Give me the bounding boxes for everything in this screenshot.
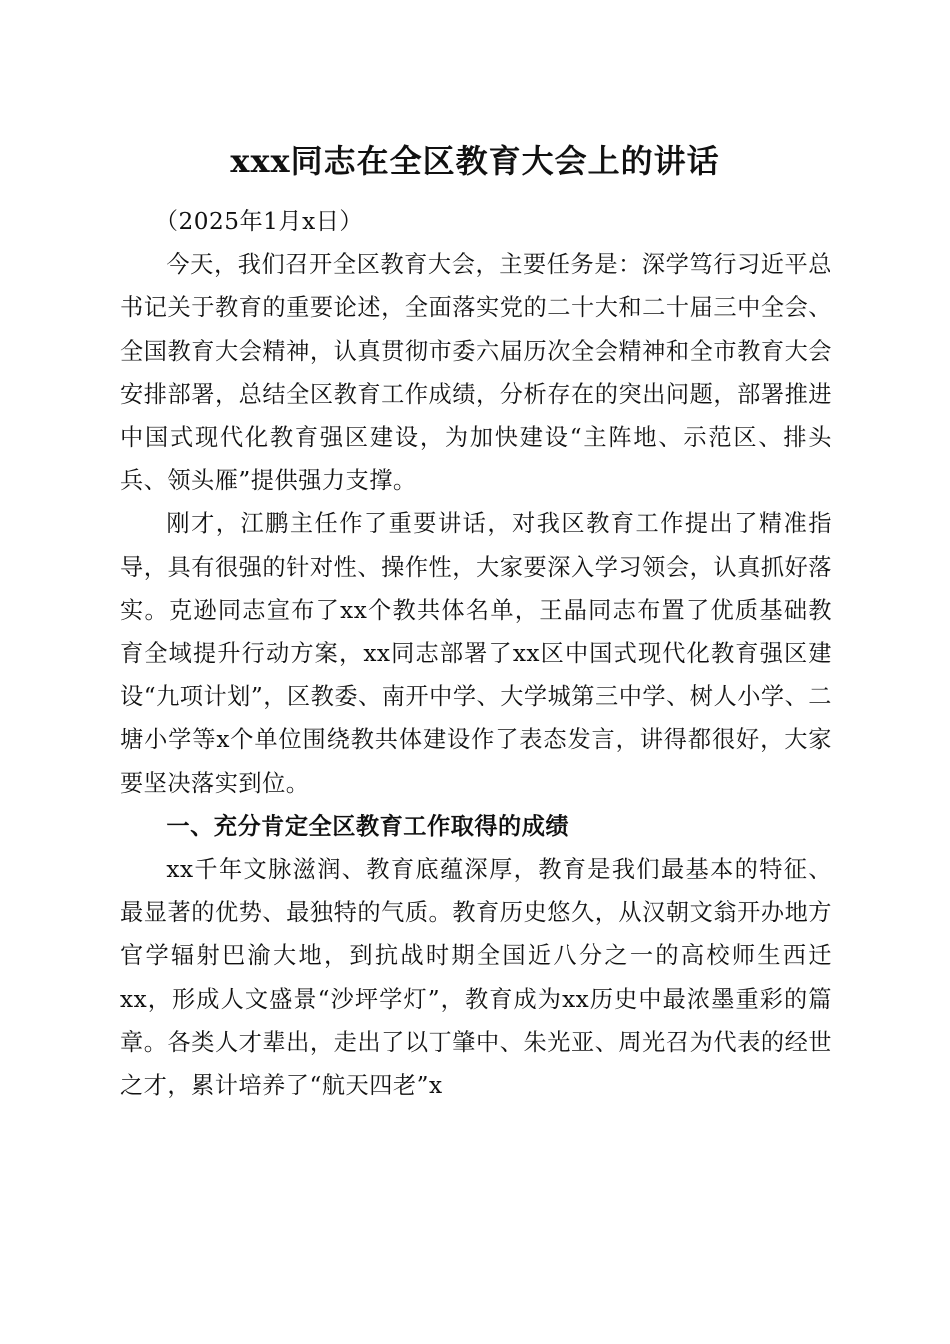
document-title: xxx同志在全区教育大会上的讲话 xyxy=(230,142,720,180)
paragraph-review: 刚才，江鹏主任作了重要讲话，对我区教育工作提出了精准指导，具有很强的针对性、操作性，大家要深入学习领会，认真抓好落实。克逊同志宣布了xx个教共体名单，王晶同志布置了优质基础教育全域提升行动方案，xx同志部署了xx区中国式现代化教育强区建设“九项计划”，区教委、南开中学、大学城第三中学、树人小学、二塘小学等x个单位围绕教共体建设作了表态发言，讲得都很好，大家要坚决落实到位。 xyxy=(120,510,832,797)
paragraph-opening: 今天，我们召开全区教育大会，主要任务是：深学笃行习近平总书记关于教育的重要论述，全面落实党的二十大和二十届三中全会、全国教育大会精神，认真贯彻市委六届历次全会精神和全市教育大会安排部署，总结全区教育工作成绩，分析存在的突出问题，部署推进中国式现代化教育强区建设，为加快建设“主阵地、示范区、排头兵、领头雁”提供强力支撑。 xyxy=(120,251,832,495)
section-heading: 一、充分肯定全区教育工作取得的成绩 xyxy=(166,812,570,840)
speech-date: （2025年1月x日） xyxy=(154,208,364,235)
paragraph-section-one: xx千年文脉滋润、教育底蕴深厚，教育是我们最基本的特征、最显著的优势、最独特的气质。教育历史悠久，从汉朝文翁开办地方官学辐射巴渝大地，到抗战时期全国近八分之一的高校师生西迁xx，形成人文盛景“沙坪学灯”，教育成为xx历史中最浓墨重彩的篇章。各类人才辈出，走出了以丁肇中、朱光亚、周光召为代表的经世之才，累计培养了“航天四老”x xyxy=(120,856,832,1100)
document-body xyxy=(120,200,832,1107)
